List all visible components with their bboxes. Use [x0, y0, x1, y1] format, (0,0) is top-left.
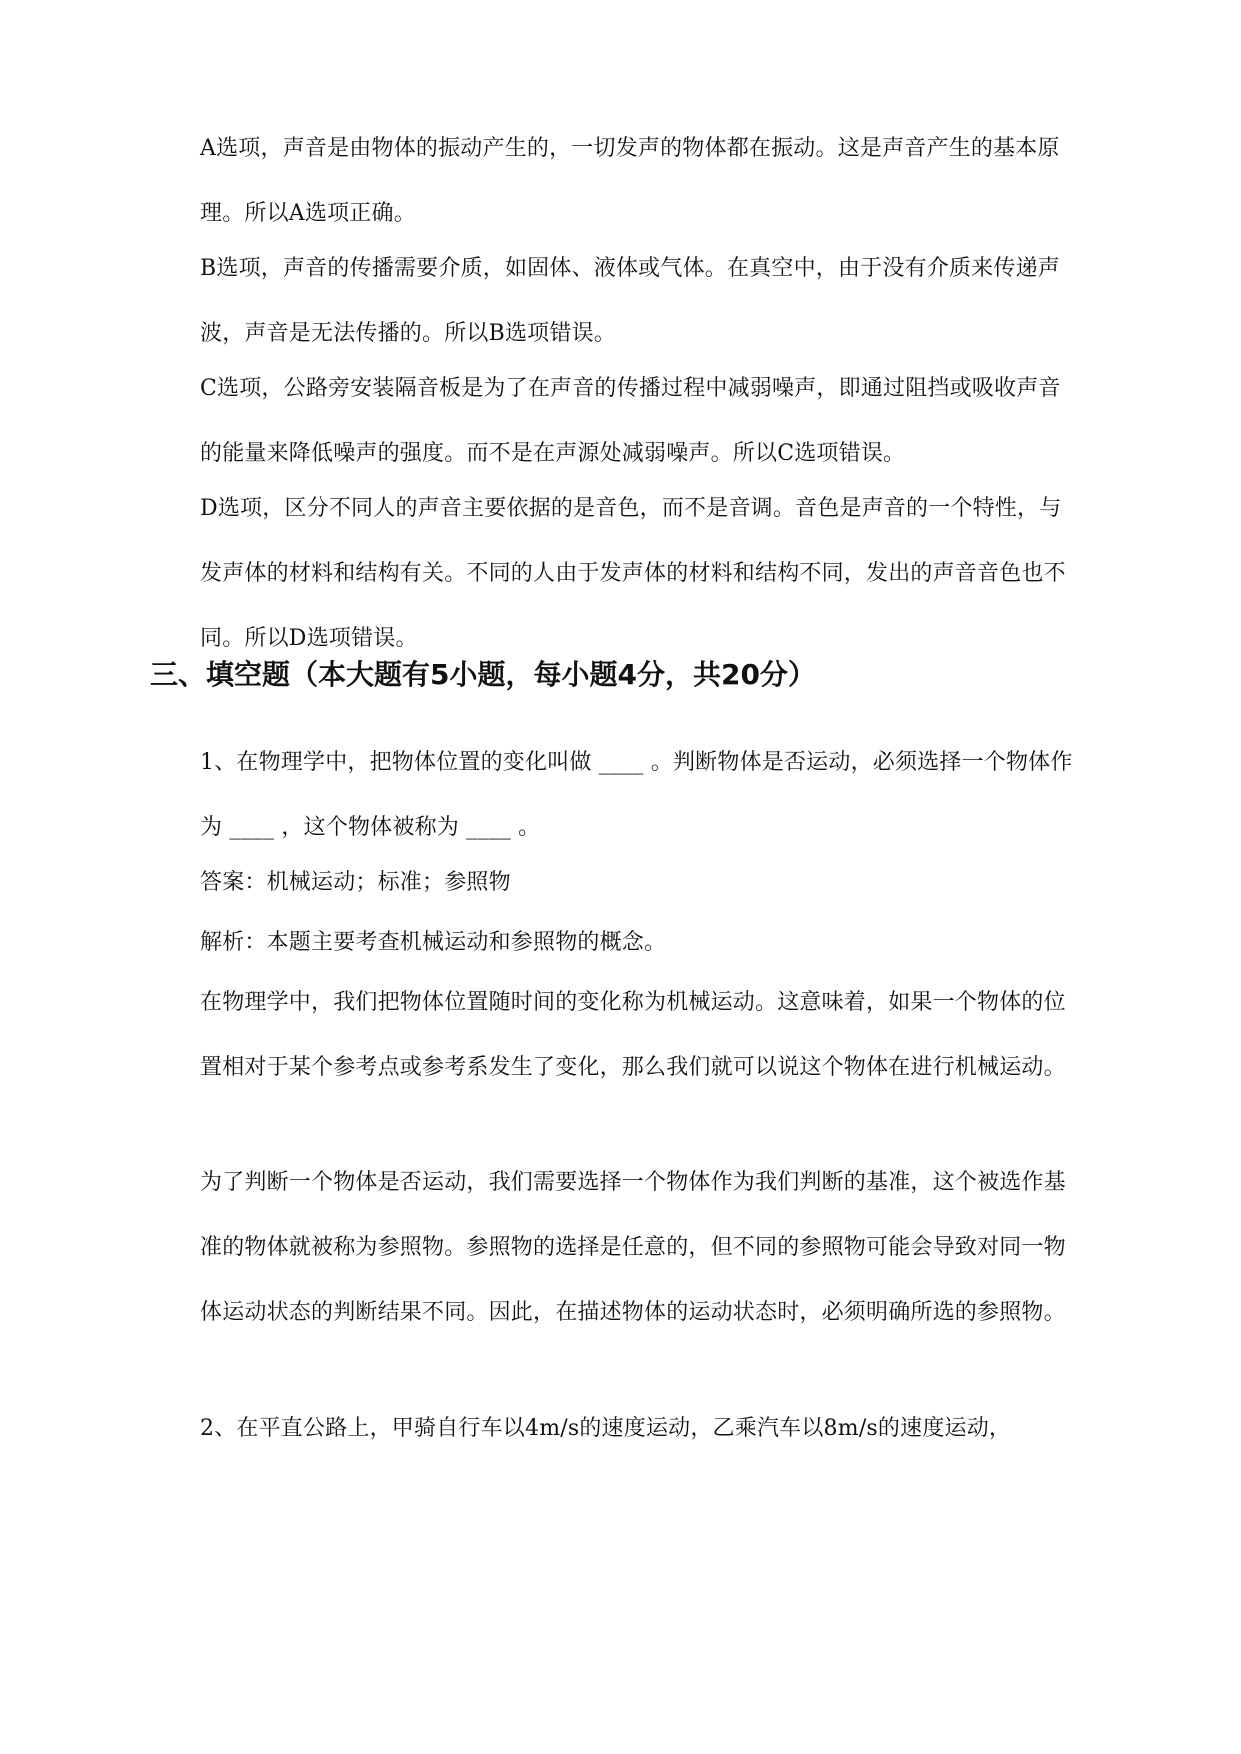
- question-1-explanation-1: 在物理学中，我们把物体位置随时间的变化称为机械运动。这意味着，如果一个物体的位置相对于某个参考点或参考系发生了变化，那么我们就可以说这个物体在进行机械运动。: [200, 990, 1066, 1080]
- question-1-explanation-2: 为了判断一个物体是否运动，我们需要选择一个物体作为我们判断的基准，这个被选作基准的物体就被称为参照物。参照物的选择是任意的，但不同的参照物可能会导致对同一物体运动状态的判断结果不同。因此，在描述物体的运动状态时，必须明确所选的参照物。: [200, 1170, 1066, 1325]
- option-d-explanation: D选项，区分不同人的声音主要依据的是音色，而不是音调。音色是声音的一个特性，与发声体的材料和结构有关。不同的人由于发声体的材料和结构不同，发出的声音音色也不同。所以D选项错误。: [200, 496, 1066, 651]
- section-title: 三、填空题（本大题有5小题，每小题4分，共20分）: [150, 658, 816, 691]
- option-a-explanation: A选项，声音是由物体的振动产生的，一切发声的物体都在振动。这是声音产生的基本原理。所以A选项正确。: [200, 136, 1060, 226]
- question-1-text: 1、在物理学中，把物体位置的变化叫做 ____ 。判断物体是否运动，必须选择一个物体作为 ____ ，这个物体被称为 ____ 。: [200, 750, 1073, 840]
- option-c-explanation: C选项，公路旁安装隔音板是为了在声音的传播过程中减弱噪声，即通过阻挡或吸收声音的能量来降低噪声的强度。而不是在声源处减弱噪声。所以C选项错误。: [200, 376, 1061, 466]
- question-1-answer: 答案：机械运动；标准；参照物: [200, 870, 511, 895]
- question-2-text: 2、在平直公路上，甲骑自行车以4m/s的速度运动，乙乘汽车以8m/s的速度运动，: [200, 1416, 1012, 1441]
- option-b-explanation: B选项，声音的传播需要介质，如固体、液体或气体。在真空中，由于没有介质来传递声波，声音是无法传播的。所以B选项错误。: [200, 256, 1060, 346]
- question-1-analysis: 解析：本题主要考查机械运动和参照物的概念。: [200, 930, 667, 955]
